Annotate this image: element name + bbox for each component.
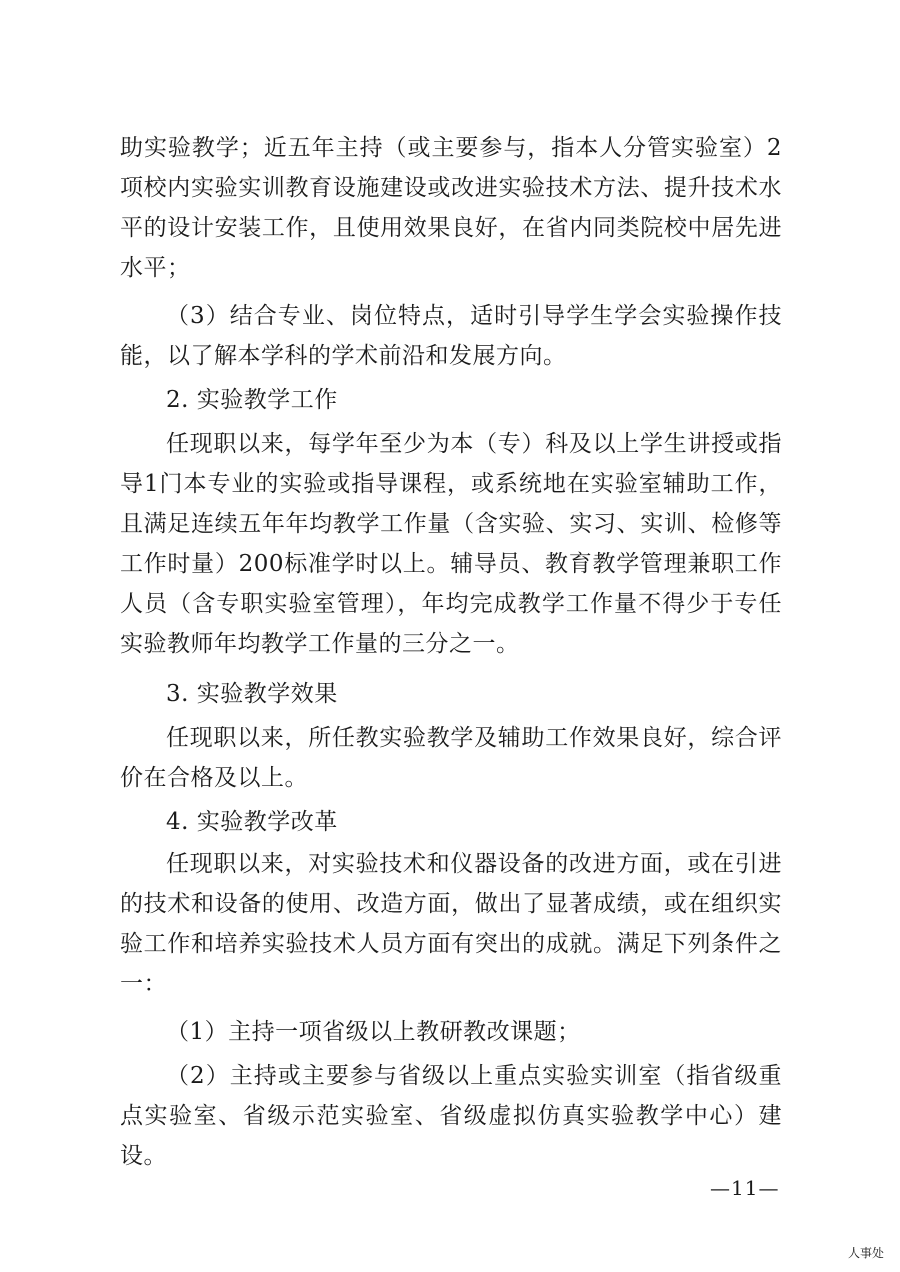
paragraph-item-3: （3）结合专业、岗位特点，适时引导学生学会实验操作技能，以了解本学科的学术前沿和发展方向。 bbox=[120, 303, 782, 369]
paragraph-teaching-effect: 任现职以来，所任教实验教学及辅助工作效果良好，综合评价在合格及以上。 bbox=[120, 725, 782, 791]
paragraph-teaching-work: 任现职以来，每学年至少为本（专）科及以上学生讲授或指导1门本专业的实验或指导课程，或系统地在实验室辅助工作，且满足连续五年年均教学工作量（含实验、实习、实训、检修等工作时量）200标准学时以上。辅导员、教育教学管理兼职工作人员（含专职实验室管理），年均完成教学工作量不得少于专任实验教师年均教学工作量的三分之一。 bbox=[120, 431, 782, 657]
section-heading-4: 4. 实验教学改革 bbox=[166, 809, 338, 835]
paragraph-condition-2: （2）主持或主要参与省级以上重点实验实训室（指省级重点实验室、省级示范实验室、省级虚拟仿真实验教学中心）建设。 bbox=[120, 1063, 782, 1169]
paragraph-continued-text: 助实验教学；近五年主持（或主要参与，指本人分管实验室）2项校内实验实训教育设施建设或改进实验技术方法、提升技术水平的设计安装工作，且使用效果良好，在省内同类院校中居先进水平； bbox=[120, 135, 782, 281]
paragraph-condition-1: （1）主持一项省级以上教研教改课题； bbox=[166, 1019, 581, 1045]
footer-mark: 人事处 bbox=[848, 1246, 885, 1260]
page-number: —11— bbox=[710, 1176, 780, 1200]
section-heading-3: 3. 实验教学效果 bbox=[166, 681, 338, 707]
paragraph-teaching-reform: 任现职以来，对实验技术和仪器设备的改进方面，或在引进的技术和设备的使用、改造方面，做出了显著成绩，或在组织实验工作和培养实验技术人员方面有突出的成就。满足下列条件之一： bbox=[120, 851, 782, 997]
section-heading-2: 2. 实验教学工作 bbox=[166, 387, 338, 413]
